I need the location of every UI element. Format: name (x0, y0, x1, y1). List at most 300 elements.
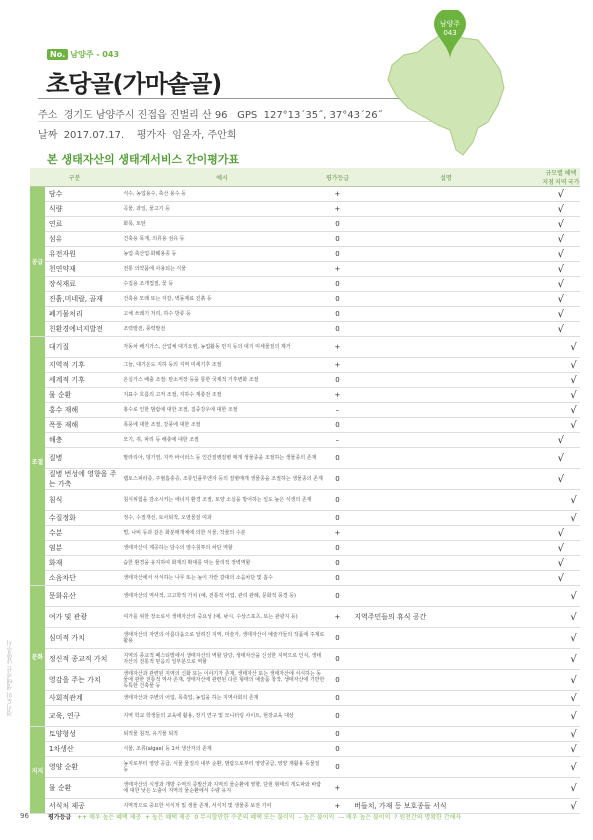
table-row (30, 556, 580, 571)
header-scope (542, 168, 580, 187)
empty-cell (554, 586, 567, 607)
service-name: 토양형성 (45, 727, 119, 742)
check-icon: √ (554, 247, 567, 262)
service-example: 여가를 위한 장소로서 생태자산의 중요성 (예, 낚시, 수상스포츠, 또는 관광지 등) (119, 607, 324, 628)
empty-cell (567, 448, 580, 469)
empty-cell (542, 388, 555, 403)
legend-item: – 높은 불이익 (298, 814, 335, 821)
empty-cell (567, 247, 580, 262)
service-description (350, 649, 541, 670)
service-description (350, 418, 541, 433)
empty-cell (554, 337, 567, 358)
empty-cell (542, 727, 555, 742)
check-icon: √ (554, 469, 567, 490)
category-label: 문화 (30, 586, 45, 727)
tag-code: 남양주 - 043 (70, 50, 120, 59)
empty-cell (542, 490, 555, 511)
table-row (30, 742, 580, 757)
empty-cell (542, 649, 555, 670)
legend-item: + 높은 혜택 제공 (145, 814, 191, 821)
table-row (30, 448, 580, 469)
check-icon: √ (567, 418, 580, 433)
check-icon: √ (567, 706, 580, 727)
site-tag (47, 48, 119, 61)
category-label: 공급 (30, 187, 45, 337)
empty-cell (554, 742, 567, 757)
service-grade: 0 (325, 292, 351, 307)
service-grade: 0 (325, 322, 351, 337)
service-example: 홍수로 인한 범람에 대한 조절, 집중강우에 대한 조절 (119, 403, 324, 418)
service-name: 교육, 연구 (45, 706, 119, 727)
table-row (30, 541, 580, 556)
table-row (30, 778, 580, 799)
service-description (350, 322, 541, 337)
empty-cell (542, 418, 555, 433)
table-row (30, 202, 580, 217)
header-scope-label: 규모별 혜택 (545, 170, 577, 177)
service-grade: 0 (325, 217, 351, 232)
service-description (350, 433, 541, 448)
service-grade: 0 (325, 541, 351, 556)
address-line (38, 106, 383, 121)
legend-item: ? 원천간의 명확한 간해자 (394, 814, 462, 821)
service-description (350, 337, 541, 358)
service-grade: + (325, 262, 351, 277)
table-row (30, 217, 580, 232)
empty-cell (554, 418, 567, 433)
table-row (30, 322, 580, 337)
service-grade: 0 (325, 511, 351, 526)
service-description (350, 742, 541, 757)
service-example: 지표수 흐름의 고저 조절, 지하수 재충전 조절 (119, 388, 324, 403)
empty-cell (542, 448, 555, 469)
service-name: 영양 순환 (45, 757, 119, 778)
category-label: 조절 (30, 337, 45, 586)
service-example: 전통 의약품에 사용되는 식물 (119, 262, 324, 277)
empty-cell (554, 706, 567, 727)
service-grade: 0 (325, 571, 351, 586)
service-name: 영감을 주는 가치 (45, 670, 119, 691)
empty-cell (542, 511, 555, 526)
empty-cell (554, 757, 567, 778)
service-grade: 0 (325, 232, 351, 247)
header-cat: 구분 (30, 168, 119, 187)
table-body (30, 187, 580, 814)
service-example: 생태자산에서 서식하는 나무 또는 높이 자란 갈대의 소음차단 및 흡수 (119, 571, 324, 586)
date-label: 날짜 (38, 130, 58, 141)
location-map (378, 10, 518, 160)
service-grade: 0 (325, 742, 351, 757)
table-row (30, 706, 580, 727)
service-grade: 0 (325, 586, 351, 607)
service-example: 생태자산의 자연의 아름다움으로 알려진 지역, 미술가, 생태자산이 예술가들의 작품에 주제로 활용 (119, 628, 324, 649)
service-example: 지역적으로 중요한 서식처 및 생물 존재, 서식처 및 생물종 보전 기여 (119, 799, 324, 814)
check-icon: √ (554, 202, 567, 217)
service-example: 생태자산과 주변의 어업, 목축업, 농업을 하는 지역사회의 존재 (119, 691, 324, 706)
empty-cell (567, 277, 580, 292)
service-example: 모기, 쥐, 파리 등 해충에 대한 조절 (119, 433, 324, 448)
assessor-value: 임윤자, 주안희 (172, 130, 237, 141)
service-description (350, 556, 541, 571)
service-example: 생태자산의 식생과 개방 수역의 증발산과 지역의 물순환에 영향, 단현 형태의 개도파와 바람에 대한 낮은 노출이 지역의 물순환에서 수량 유지 (119, 778, 324, 799)
empty-cell (554, 403, 567, 418)
empty-cell (567, 217, 580, 232)
service-name: 식량 (45, 202, 119, 217)
section-title: 본 생태자산의 생태계서비스 간이평가표 (47, 153, 240, 166)
service-description (350, 727, 541, 742)
date-line (38, 126, 237, 141)
empty-cell (542, 556, 555, 571)
empty-cell (567, 433, 580, 448)
service-example: 지역 학교 학생들의 교육에 활용, 장기 연구 및 모니터링 사이트, 현장교육 대상 (119, 706, 324, 727)
service-grade: 0 (325, 373, 351, 388)
service-description (350, 358, 541, 373)
check-icon: √ (554, 187, 567, 202)
service-grade: 0 (325, 670, 351, 691)
empty-cell (567, 307, 580, 322)
service-grade: 0 (325, 649, 351, 670)
service-description (350, 541, 541, 556)
page-number: 96 (20, 812, 29, 820)
service-example: 식수, 농업용수, 축산 용수 등 (119, 187, 324, 202)
service-name: 수질정화 (45, 511, 119, 526)
empty-cell (567, 469, 580, 490)
legend-item: ++ 매우 높은 혜택 제공 (77, 814, 142, 821)
service-name: 여가 및 관광 (45, 607, 119, 628)
check-icon: √ (567, 607, 580, 628)
service-grade: 0 (325, 691, 351, 706)
service-name: 서식처 제공 (45, 799, 119, 814)
check-icon: √ (554, 277, 567, 292)
empty-cell (542, 277, 555, 292)
service-grade: 0 (325, 418, 351, 433)
empty-cell (554, 649, 567, 670)
service-example: 온실가스 배출 조절: 탄소저장 등을 통한 국제적 기후변화 조절 (119, 373, 324, 388)
empty-cell (567, 262, 580, 277)
service-description (350, 691, 541, 706)
service-name: 섬유 (45, 232, 119, 247)
service-description (350, 262, 541, 277)
service-grade: 0 (325, 556, 351, 571)
service-description (350, 670, 541, 691)
empty-cell (567, 526, 580, 541)
service-name: 소음차단 (45, 571, 119, 586)
address-value: 경기도 남양주시 진접읍 진벌리 산 96 (63, 110, 228, 121)
side-text: 경기도의 생태자산 남양주시 (7, 640, 14, 716)
empty-cell (542, 337, 555, 358)
empty-cell (542, 628, 555, 649)
service-example: 지역의 종교적 페스티벌에서 생태자산의 역할 담당, 생태자산을 신성한 지역으로 인식, 생태자산의 전통적 믿음의 일부분으로 역할 (119, 649, 324, 670)
service-name: 폐기물처리 (45, 307, 119, 322)
empty-cell (542, 541, 555, 556)
header-s1: 지점 (542, 179, 554, 186)
service-example: 그늘, 대기온도 지하 등의 지역 미세기후 조절 (119, 358, 324, 373)
empty-cell (554, 691, 567, 706)
header-grade: 평가등급 (325, 168, 351, 187)
empty-cell (542, 322, 555, 337)
empty-cell (542, 373, 555, 388)
service-grade: + (325, 778, 351, 799)
assessor-label: 평가자 (136, 130, 166, 141)
service-example: 침식위험을 감소시키는 에너지 환경 조절, 토양 소실을 방어하는 일도 높은 식생의 존재 (119, 490, 324, 511)
table-row (30, 232, 580, 247)
check-icon: √ (554, 448, 567, 469)
assessment-table (30, 168, 580, 814)
table-row (30, 607, 580, 628)
service-example: 습한 환경을 유지하여 화재의 확대를 막는 물리적 장벽역할 (119, 556, 324, 571)
check-icon: √ (567, 727, 580, 742)
table-row (30, 727, 580, 742)
table-row (30, 337, 580, 358)
header-desc: 설명 (350, 168, 541, 187)
empty-cell (554, 778, 567, 799)
empty-cell (542, 202, 555, 217)
service-description (350, 526, 541, 541)
service-name: 정신적 종교적 가치 (45, 649, 119, 670)
check-icon: √ (554, 307, 567, 322)
service-name: 해충 (45, 433, 119, 448)
empty-cell (542, 247, 555, 262)
service-grade: 0 (325, 727, 351, 742)
empty-cell (542, 799, 555, 814)
date-value: 2017.07.17. (63, 130, 125, 141)
service-name: 심미적 가치 (45, 628, 119, 649)
tag-no: No. (47, 49, 68, 60)
table-row (30, 262, 580, 277)
service-example: 건축용 목재, 의류용 섬유 등 (119, 232, 324, 247)
empty-cell (554, 670, 567, 691)
service-grade: 0 (325, 490, 351, 511)
service-description (350, 388, 541, 403)
empty-cell (542, 469, 555, 490)
service-name: 진흙,미네랄, 골재 (45, 292, 119, 307)
service-example: 폭풍에 대한 조절, 강풍에 대한 조절 (119, 418, 324, 433)
service-name: 천연약재 (45, 262, 119, 277)
check-icon: √ (554, 526, 567, 541)
check-icon: √ (567, 670, 580, 691)
service-description (350, 247, 541, 262)
check-icon: √ (567, 388, 580, 403)
check-icon: √ (567, 490, 580, 511)
service-description (350, 490, 541, 511)
service-description (350, 448, 541, 469)
service-description (350, 232, 541, 247)
check-icon: √ (567, 799, 580, 814)
service-name: 지역적 기후 (45, 358, 119, 373)
service-description (350, 511, 541, 526)
empty-cell (554, 799, 567, 814)
empty-cell (567, 541, 580, 556)
empty-cell (542, 262, 555, 277)
empty-cell (542, 292, 555, 307)
check-icon: √ (567, 757, 580, 778)
empty-cell (554, 358, 567, 373)
service-grade: + (325, 526, 351, 541)
service-description (350, 706, 541, 727)
service-example: 생태자산이 제공하는 담수의 염수침투의 차단 역할 (119, 541, 324, 556)
service-description: 버들치, 가재 등 보호종들 서식 (350, 799, 541, 814)
check-icon: √ (554, 262, 567, 277)
service-example: 조력발전, 풍력발전 (119, 322, 324, 337)
empty-cell (542, 403, 555, 418)
check-icon: √ (567, 649, 580, 670)
service-example: 곡물, 과일, 물고기 등 (119, 202, 324, 217)
table-row (30, 277, 580, 292)
empty-cell (542, 691, 555, 706)
check-icon: √ (554, 433, 567, 448)
address-label: 주소 (38, 110, 58, 121)
empty-cell (542, 358, 555, 373)
legend (48, 812, 461, 821)
check-icon: √ (554, 322, 567, 337)
service-description (350, 202, 541, 217)
service-name: 질병 (45, 448, 119, 469)
service-example: 고체 쓰레기 처리, 하수 방류 등 (119, 307, 324, 322)
empty-cell (542, 706, 555, 727)
empty-cell (542, 187, 555, 202)
service-grade: 0 (325, 706, 351, 727)
empty-cell (554, 727, 567, 742)
service-name: 친환경에너지발전 (45, 322, 119, 337)
empty-cell (542, 757, 555, 778)
empty-cell (554, 373, 567, 388)
table-row (30, 373, 580, 388)
table-row (30, 418, 580, 433)
service-example: 생태자산과 관련된 지역의 신화 또는 이야기가 존재, 생태자산 또는 생태자산에 서식하는 동물에 관한 전통적 역사 존재, 생태자산에 관련된 다른 형태의 예술품 창작, 생태자산에 기반한 독특한 건축물 등 (119, 670, 324, 691)
map-pin-label: 남양주 (439, 20, 461, 28)
table-row (30, 307, 580, 322)
check-icon: √ (567, 358, 580, 373)
category-label: 지지 (30, 727, 45, 814)
service-description (350, 217, 541, 232)
check-icon: √ (567, 628, 580, 649)
empty-cell (567, 232, 580, 247)
service-name: 연료 (45, 217, 119, 232)
empty-cell (567, 202, 580, 217)
table-row (30, 358, 580, 373)
check-icon: √ (567, 742, 580, 757)
region-shape (388, 30, 504, 155)
service-grade: 0 (325, 448, 351, 469)
empty-cell (542, 217, 555, 232)
service-grade: 0 (325, 757, 351, 778)
service-description (350, 292, 541, 307)
empty-cell (542, 433, 555, 448)
table-row (30, 403, 580, 418)
service-example: 벌, 나비 등과 같은 화분매개체에 의한 식물, 작물의 수분 (119, 526, 324, 541)
table-row (30, 292, 580, 307)
check-icon: √ (554, 232, 567, 247)
legend-item: –– 매우 높은 불이익 (338, 814, 391, 821)
table-row (30, 388, 580, 403)
service-grade: 0 (325, 628, 351, 649)
service-name: 장식재료 (45, 277, 119, 292)
empty-cell (542, 607, 555, 628)
empty-cell (542, 526, 555, 541)
service-example: 정수, 수질개선, 토사퇴적, 오염물질 여과 (119, 511, 324, 526)
service-description (350, 187, 541, 202)
empty-cell (554, 388, 567, 403)
gps-label: GPS (237, 110, 258, 121)
service-name: 사회적관계 (45, 691, 119, 706)
table-row (30, 490, 580, 511)
service-name: 침식 (45, 490, 119, 511)
header-s2: 지역 (555, 179, 567, 186)
service-description (350, 469, 541, 490)
service-example: 식물, 조류(algae) 등 1차 생산자의 존재 (119, 742, 324, 757)
service-grade: + (325, 187, 351, 202)
service-name: 수분 (45, 526, 119, 541)
service-name: 물 순환 (45, 388, 119, 403)
legend-item: 0 무시할만한 수준의 혜택 또는 불이익 (194, 814, 295, 821)
empty-cell (542, 670, 555, 691)
service-grade: 0 (325, 277, 351, 292)
page-title: 초당골(가마솥골) (46, 70, 222, 98)
empty-cell (542, 232, 555, 247)
service-example: 건축용 모래 또는 자갈, 벽돌제료 진흙 등 (119, 292, 324, 307)
check-icon: √ (567, 403, 580, 418)
service-grade: 0 (325, 469, 351, 490)
check-icon: √ (554, 556, 567, 571)
service-name: 질병 번성에 영향을 주는 가축 (45, 469, 119, 490)
table-row (30, 649, 580, 670)
service-description: 지역주민들의 휴식 공간 (350, 607, 541, 628)
table-row (30, 469, 580, 490)
table-row (30, 691, 580, 706)
service-name: 물 순환 (45, 778, 119, 799)
service-name: 염분 (45, 541, 119, 556)
check-icon: √ (567, 586, 580, 607)
check-icon: √ (554, 541, 567, 556)
service-grade: + (325, 337, 351, 358)
service-grade: – (325, 433, 351, 448)
check-icon: √ (554, 292, 567, 307)
table-row (30, 757, 580, 778)
service-example: 자동차 배기가스, 산업체 대기오염, 농업활동 먼지 등의 대기 미세물질의 제거 (119, 337, 324, 358)
table-row (30, 187, 580, 202)
service-description (350, 778, 541, 799)
service-description (350, 403, 541, 418)
service-description (350, 571, 541, 586)
service-grade: + (325, 799, 351, 814)
check-icon: √ (554, 571, 567, 586)
empty-cell (567, 292, 580, 307)
empty-cell (554, 511, 567, 526)
service-example: 농지로부터 영양 공급, 식물 물질의 내부 순환, 범람으로부터 영양공급, 영양 재활용 등물질 등 (119, 757, 324, 778)
table-row (30, 586, 580, 607)
empty-cell (542, 778, 555, 799)
empty-cell (542, 307, 555, 322)
service-example: 생태자산의 역사적, 고고학적 가치 (예, 전통적 어업, 관리 관례, 문화적 풍경 등) (119, 586, 324, 607)
table-row (30, 247, 580, 262)
empty-cell (567, 322, 580, 337)
service-grade: 0 (325, 247, 351, 262)
service-example: 화목, 토탄 (119, 217, 324, 232)
service-name: 문화유산 (45, 586, 119, 607)
service-example: 렙토스피라증, 주혈흡충증, 조류인플루엔자 등의 질병매개 생물종을 조절하는 생물종의 존재 (119, 469, 324, 490)
service-description (350, 307, 541, 322)
service-description (350, 586, 541, 607)
check-icon: √ (567, 511, 580, 526)
service-grade: – (325, 403, 351, 418)
table-row (30, 526, 580, 541)
service-name: 폭풍 재해 (45, 418, 119, 433)
service-example: 말라리아, 뎅기열, 지카 바이러스 등 인간질병질병 매개 생물종을 조절하는 생물종의 존재 (119, 448, 324, 469)
empty-cell (567, 571, 580, 586)
service-description (350, 628, 541, 649)
service-example: 퇴적물 침적, 유기물 퇴적 (119, 727, 324, 742)
service-description (350, 373, 541, 388)
